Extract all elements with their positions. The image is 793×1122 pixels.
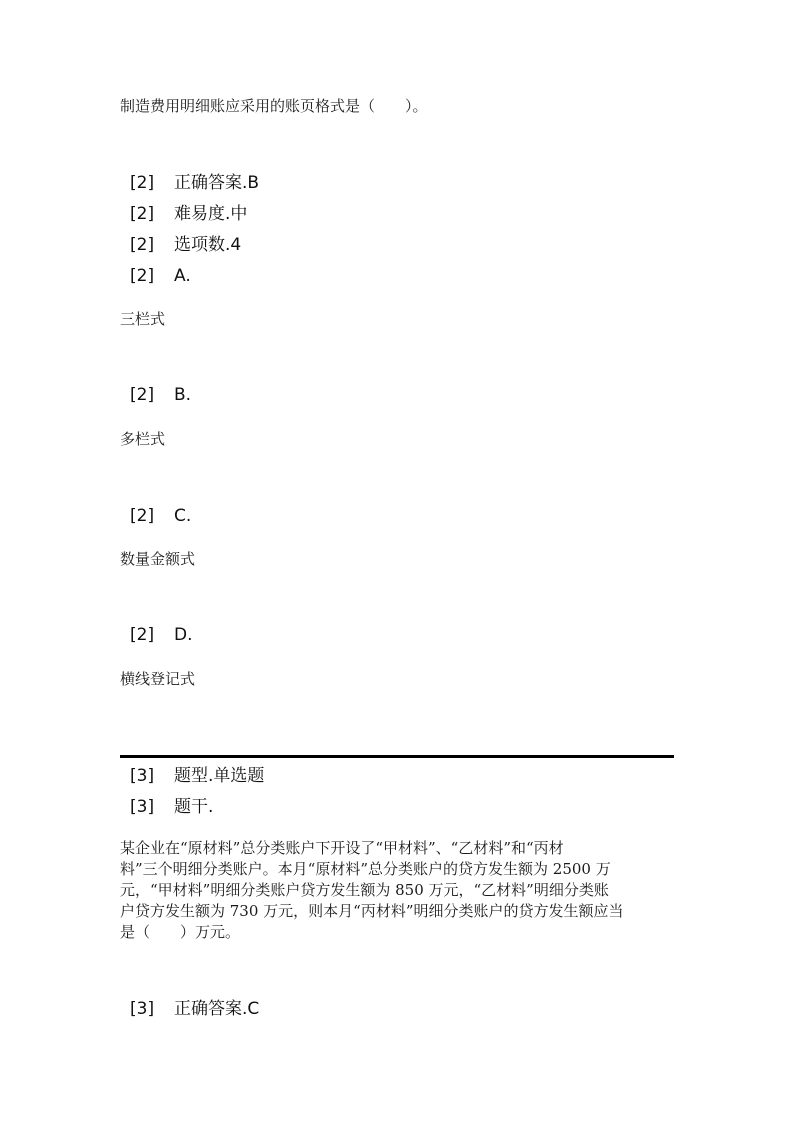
option-b-label: B. <box>174 385 192 405</box>
question-stem-line: 料”三个明细分类账户。本月“原材料”总分类账户的贷方发生额为 2500 万 <box>120 860 611 878</box>
question-number-tag: [3] <box>130 797 155 817</box>
option-c-row <box>130 505 191 527</box>
question-stem-line: 是（ ）万元。 <box>120 923 241 941</box>
option-d-row <box>130 624 193 646</box>
question-stem: 制造费用明细账应采用的账页格式是（ ）。 <box>120 97 428 115</box>
option-count-label: 选项数.4 <box>174 235 242 255</box>
option-a-label: A. <box>174 266 191 286</box>
question-number-tag: [3] <box>130 999 155 1019</box>
difficulty-label: 难易度.中 <box>174 204 248 224</box>
option-count-row <box>130 234 241 256</box>
question-divider <box>120 755 674 758</box>
difficulty-row <box>130 203 247 225</box>
option-b-text: 多栏式 <box>120 430 166 448</box>
question-type-label: 题型.单选题 <box>174 766 265 786</box>
stem-header-row <box>130 796 213 818</box>
question-number-tag: [2] <box>130 266 155 286</box>
option-a-text: 三栏式 <box>120 310 166 328</box>
question-stem-line: 某企业在“原材料”总分类账户下开设了“甲材料”、“乙材料”和“丙材 <box>120 839 564 857</box>
question-number-tag: [2] <box>130 385 155 405</box>
option-a-row <box>130 265 191 287</box>
correct-answer-label: 正确答案.B <box>174 173 260 193</box>
question-stem-line: 元，“甲材料”明细分类账户贷方发生额为 850 万元，“乙材料”明细分类账 <box>120 881 609 899</box>
answer-row <box>130 172 259 194</box>
option-d-label: D. <box>174 625 193 645</box>
question-number-tag: [2] <box>130 625 155 645</box>
question-number-tag: [2] <box>130 204 155 224</box>
option-d-text: 横线登记式 <box>120 670 196 688</box>
question-number-tag: [3] <box>130 766 155 786</box>
stem-header-label: 题干. <box>174 797 214 817</box>
option-b-row <box>130 384 191 406</box>
option-c-label: C. <box>174 506 192 526</box>
correct-answer-label: 正确答案.C <box>174 999 260 1019</box>
question-type-row <box>130 765 264 787</box>
option-c-text: 数量金额式 <box>120 550 196 568</box>
question-number-tag: [2] <box>130 506 155 526</box>
question-number-tag: [2] <box>130 235 155 255</box>
answer-row <box>130 998 259 1020</box>
question-number-tag: [2] <box>130 173 155 193</box>
question-stem-line: 户贷方发生额为 730 万元，则本月“丙材料”明细分类账户的贷方发生额应当 <box>120 902 624 920</box>
